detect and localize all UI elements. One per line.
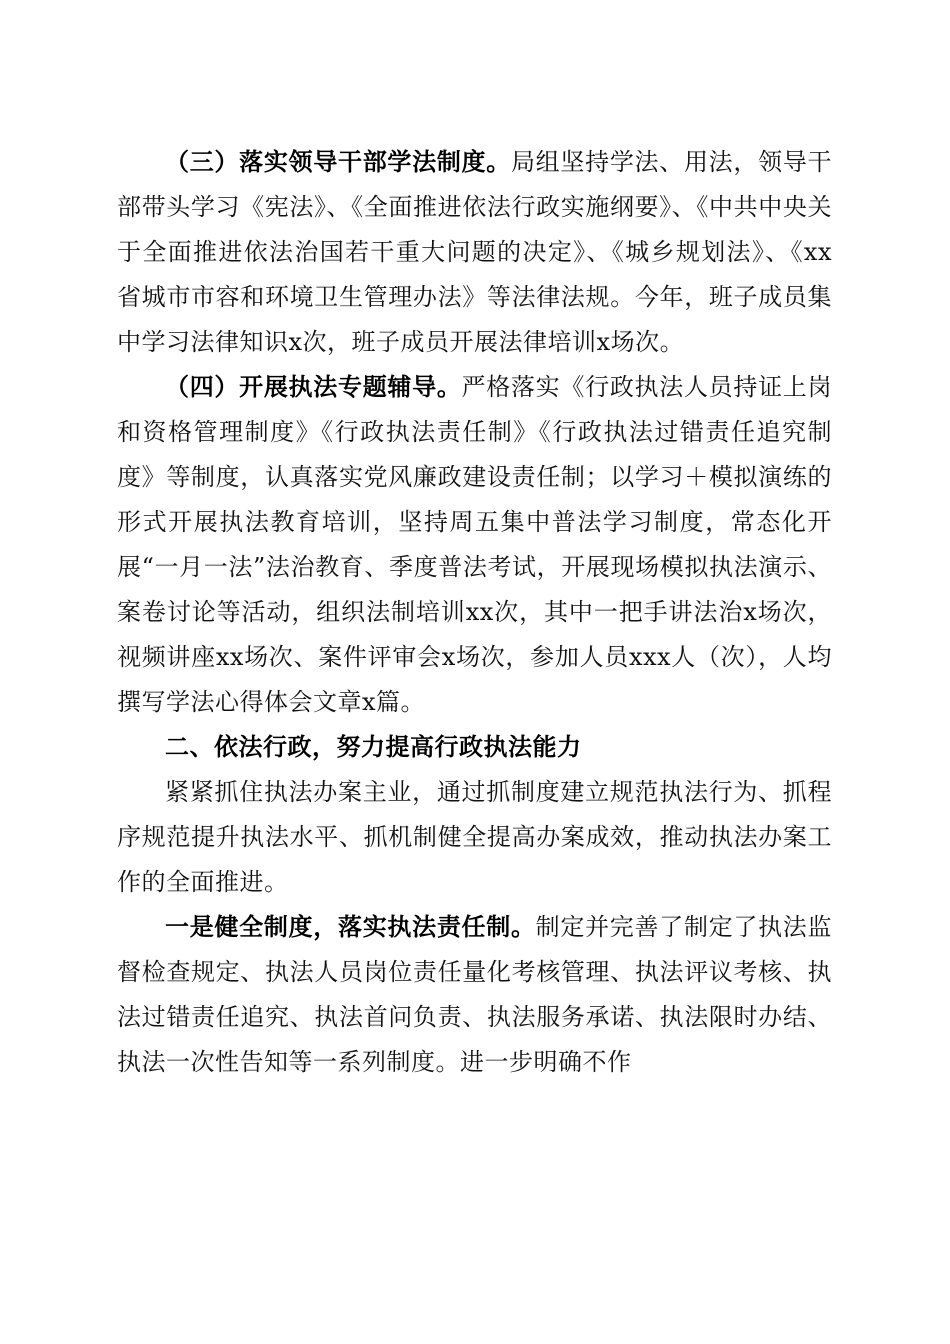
paragraph-text: 局组坚持学法、用法，领导干部带头学习《宪法》、《全面推进依法行政实施纲要》、《中共中央关于全面推进依法治国若干重大问题的决定》、《城乡规划法》、《xx省城市市容和环境卫生管理办法》等法律法规。今年，班子成员集中学习法律知识x次，班子成员开展法律培训x场次。 xyxy=(117,148,833,356)
paragraph-lead: 一是健全制度，落实执法责任制。 xyxy=(165,913,536,941)
paragraph-text: 制定并完善了制定了执法监督检查规定、执法人员岗位责任量化考核管理、执法评议考核、执法过错责任追究、执法首问负责、执法服务承诺、执法限时办结、执法一次性告知等一系列制度。进一步明确不作 xyxy=(117,913,832,1076)
paragraph-text: 严格落实《行政执法人员持证上岗和资格管理制度》《行政执法责任制》《行政执法过错责任追究制度》等制度，认真落实党风廉政建设责任制；以学习＋模拟演练的形式开展执法教育培训，坚持周五集中普法学习制度，常态化开展“一月一法”法治教育、季度普法考试，开展现场模拟执法演示、案卷讨论等活动，组织法制培训xx次，其中一把手讲法治x场次，视频讲座xx场次、案件评审会x场次，参加人员xxx人（次），人均撰写学法心得体会文章x篇。 xyxy=(117,373,833,716)
paragraph-system xyxy=(117,905,832,1085)
paragraph-leader-study xyxy=(117,140,832,365)
section-heading: 二、依法行政，努力提高行政执法能力 xyxy=(165,733,582,761)
paragraph-lead: （四）开展执法专题辅导。 xyxy=(165,373,462,401)
paragraph-lead: （三）落实领导干部学法制度。 xyxy=(165,148,511,176)
paragraph-text: 紧紧抓住执法办案主业，通过抓制度建立规范执法行为、抓程序规范提升执法水平、抓机制健全提高办案成效，推动执法办案工作的全面推进。 xyxy=(117,778,832,896)
paragraph-enforcement-training xyxy=(117,365,832,725)
paragraph-intro xyxy=(117,770,832,905)
document-body xyxy=(117,140,832,1085)
